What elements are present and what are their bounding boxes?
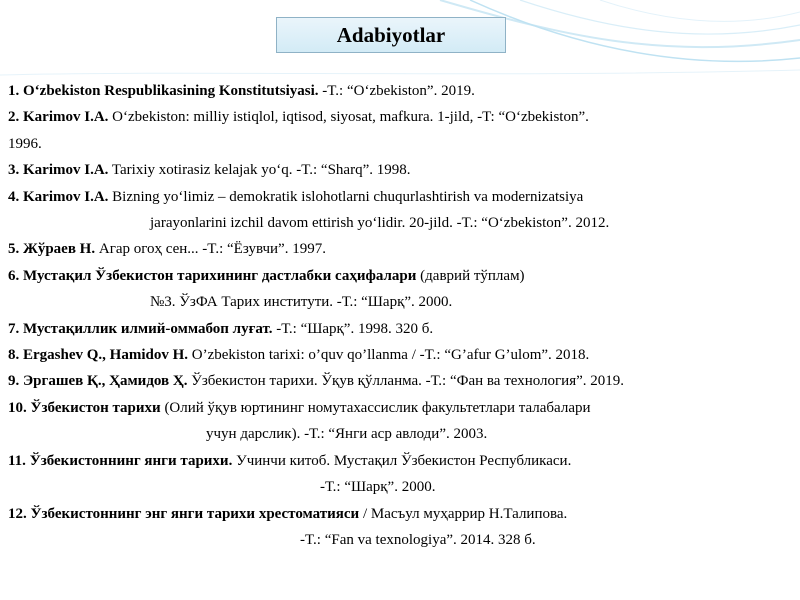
- reference-item-6: [8, 263, 796, 316]
- reference-item-8: [8, 342, 796, 368]
- reference-title: Мустақиллик илмий-оммабоп луғат.: [23, 320, 273, 337]
- reference-number: 10.: [8, 399, 27, 416]
- reference-number: 9.: [8, 373, 20, 390]
- reference-item-1: [8, 78, 796, 104]
- reference-details: Tarixiy xotirasiz kelajak yo‘q. -T.: “Sharq”. 1998.: [111, 162, 411, 179]
- reference-author: Karimov I.A.: [23, 109, 109, 126]
- reference-continuation: jarayonlarini izchil davom ettirish yo‘lidir. 20-jild. -T.: “O‘zbekiston”. 2012.: [150, 215, 610, 232]
- swoosh-line-4: [600, 0, 800, 21]
- reference-number: 2.: [8, 109, 20, 126]
- bibliography-list: [8, 78, 796, 553]
- reference-item-11: [8, 448, 796, 501]
- reference-continuation: 1996.: [8, 135, 42, 152]
- reference-item-12: [8, 501, 796, 554]
- reference-number: 11.: [8, 452, 26, 469]
- reference-continuation: -Т.: “Шарқ”. 2000.: [320, 479, 436, 496]
- reference-item-5: [8, 236, 796, 262]
- reference-details: (даврий тўплам): [420, 267, 525, 284]
- reference-number: 6.: [8, 267, 20, 284]
- reference-item-10: [8, 395, 796, 448]
- reference-continuation: №3. ЎзФА Тарих институти. -Т.: “Шарқ”. 2000.: [150, 294, 453, 311]
- reference-item-4: [8, 184, 796, 237]
- reference-author: Ergashev Q., Hamidov H.: [23, 347, 189, 364]
- reference-author: Karimov I.A.: [23, 188, 109, 205]
- reference-details: Ўзбекистон тарихи. Ўқув қўлланма. -Т.: “Фан ва технология”. 2019.: [191, 373, 625, 390]
- reference-number: 3.: [8, 162, 20, 179]
- reference-number: 8.: [8, 347, 20, 364]
- reference-details: / Масъул муҳаррир Н.Талипова.: [362, 505, 568, 522]
- swoosh-line-3: [520, 0, 800, 34]
- reference-number: 7.: [8, 320, 20, 337]
- reference-details: -T.: “O‘zbekiston”. 2019.: [322, 83, 475, 99]
- reference-item-3: [8, 157, 796, 183]
- reference-title: Ўзбекистоннинг энг янги тарихи хрестоматияси: [30, 505, 360, 522]
- reference-item-9: [8, 368, 796, 394]
- reference-details: Bizning yo‘limiz – demokratik islohotlarni chuqurlashtirish va modernizatsiya: [112, 188, 584, 205]
- reference-title: Ўзбекистоннинг янги тарихи.: [29, 452, 233, 469]
- reference-number: 4.: [8, 188, 20, 205]
- reference-title: Мустақил Ўзбекистон тарихининг дастлабки саҳифалари: [23, 267, 417, 284]
- reference-author: Karimov I.A.: [23, 162, 109, 179]
- reference-author: Эргашев Қ., Ҳамидов Ҳ.: [23, 373, 188, 390]
- reference-title: Ўзбекистон тарихи: [30, 399, 161, 416]
- slide-title: Adabiyotlar: [276, 17, 506, 53]
- reference-continuation: учун дарслик). -Т.: “Янги аср авлоди”. 2003.: [206, 426, 488, 443]
- reference-details: Агар огоҳ сен... -T.: “Ёзувчи”. 1997.: [98, 241, 326, 258]
- reference-number: 1.: [8, 83, 20, 99]
- reference-details: Учинчи китоб. Мустақил Ўзбекистон Республикаси.: [236, 452, 572, 469]
- reference-details: O’zbekiston tarixi: o’quv qo’llanma / -T.: “G’afur G’ulom”. 2018.: [191, 347, 590, 364]
- reference-continuation: -T.: “Fan va texnologiya”. 2014. 328 б.: [300, 531, 536, 548]
- reference-number: 12.: [8, 505, 27, 522]
- reference-details: O‘zbekiston: milliy istiqlol, iqtisod, siyosat, mafkura. 1-jild, -T: “O‘zbekiston”.: [112, 109, 589, 126]
- reference-number: 5.: [8, 241, 20, 258]
- reference-details: (Олий ўқув юртининг номутахассислик факультетлари талабалари: [164, 399, 591, 416]
- swoosh-line-2: [470, 0, 800, 61]
- reference-author-title: O‘zbekiston Respublikasining Konstitutsiyasi.: [23, 83, 319, 99]
- reference-item-2: [8, 104, 796, 157]
- swoosh-line-5: [0, 70, 800, 75]
- reference-author: Жўраев Н.: [23, 241, 96, 258]
- reference-item-7: [8, 316, 796, 342]
- reference-details: -Т.: “Шарқ”. 1998. 320 б.: [276, 320, 434, 337]
